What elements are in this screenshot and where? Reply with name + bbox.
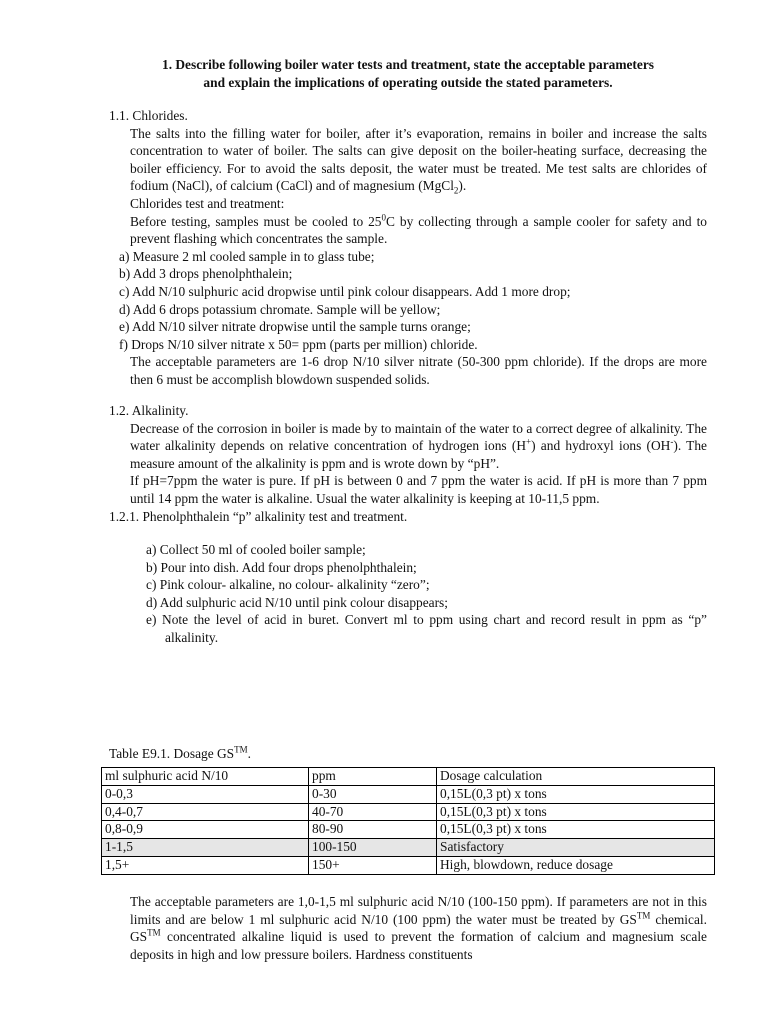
closing-section <box>109 893 707 963</box>
table-cell: 1,5+ <box>102 856 309 874</box>
question-heading <box>109 56 707 91</box>
chlorides-step: c) Add N/10 sulphuric acid dropwise until pink colour disappears. Add 1 more drop; <box>119 283 571 299</box>
alkalinity-text: ) and hydroxyl ions (OH <box>531 438 671 454</box>
table-caption-end: . <box>247 746 251 761</box>
table-cell: 150+ <box>309 856 437 874</box>
phenolphthalein-step: d) Add sulphuric acid N/10 until pink colour disappears; <box>146 594 448 610</box>
phenolphthalein-step: b) Pour into dish. Add four drops phenolphthalein; <box>146 559 417 575</box>
superscript: + <box>526 436 532 447</box>
closing-text: concentrated alkaline liquid is used to prevent the formation of calcium and magnesium scale deposits in high and low pressure boilers. Hardness constituents <box>130 929 707 962</box>
table-header-cell: ml sulphuric acid N/10 <box>102 768 309 786</box>
chlorides-paragraph <box>109 125 707 195</box>
alkalinity-section <box>109 402 707 525</box>
table-cell: 0,8-0,9 <box>102 821 309 839</box>
chlorides-acceptable: The acceptable parameters are 1-6 drop N/10 silver nitrate (50-300 ppm chloride). If the drops are more then 6 must be accomplish blowdown suspended solids. <box>130 354 707 387</box>
table-cell: 100-150 <box>309 839 437 857</box>
phenolphthalein-title: 1.2.1. Phenolphthalein “p” alkalinity test and treatment. <box>109 508 408 524</box>
table-cell: 0,4-0,7 <box>102 803 309 821</box>
chlorides-step: b) Add 3 drops phenolphthalein; <box>119 266 293 282</box>
chlorides-section <box>109 107 707 389</box>
superscript: TM <box>147 927 161 938</box>
chlorides-step: e) Add N/10 silver nitrate dropwise until the sample turns orange; <box>119 319 471 335</box>
dosage-table <box>101 767 715 875</box>
table-row <box>102 785 715 803</box>
superscript: - <box>670 436 674 447</box>
chlorides-before-testing <box>109 213 707 248</box>
table-cell: 0,15L(0,3 pt) x tons <box>437 803 715 821</box>
alkalinity-paragraph-2: If pH=7ppm the water is pure. If pH is between 0 and 7 ppm the water is acid. If pH is more than 7 ppm until 14 ppm the water is alkaline. Usual the water alkalinity is keeping at 10-11,5 ppm. <box>130 473 707 506</box>
phenolphthalein-step: a) Collect 50 ml of cooled boiler sample; <box>146 542 366 557</box>
closing-paragraph <box>109 893 707 963</box>
chlorides-test-title: Chlorides test and treatment: <box>130 195 285 211</box>
table-cell: 80-90 <box>309 821 437 839</box>
table-cell: 0-0,3 <box>102 785 309 803</box>
phenolphthalein-step: e) Note the level of acid in buret. Convert ml to ppm using chart and record result in ppm as “p” alkalinity. <box>146 612 707 645</box>
superscript: TM <box>234 744 248 755</box>
table-cell: High, blowdown, reduce dosage <box>437 856 715 874</box>
chlorides-step: a) Measure 2 ml cooled sample in to glass tube; <box>119 248 375 264</box>
phenolphthalein-steps <box>146 541 707 647</box>
alkalinity-text: Decrease of the corrosion in boiler is made by to maintain of the water to a correct degree of alkalinity. The water alkalinity depends on relative concentration of hydrogen ions (H <box>130 420 707 454</box>
table-caption <box>109 745 251 762</box>
table-cell: 0,15L(0,3 pt) x tons <box>437 821 715 839</box>
table-cell: 0-30 <box>309 785 437 803</box>
subscript: 2 <box>453 186 459 197</box>
chlorides-title: 1.1. Chlorides. <box>109 108 188 123</box>
table-row-highlighted <box>102 839 715 857</box>
alkalinity-text: ). The measure amount of the alkalinity is ppm and is wrote down by “pH”. <box>130 438 707 471</box>
before-testing-text: Before testing, samples must be cooled to 25 <box>130 213 382 229</box>
alkalinity-paragraph-1 <box>109 420 707 473</box>
table-caption-text: Table E9.1. Dosage GS <box>109 746 235 761</box>
before-testing-text-end: C by collecting through a sample cooler for safety and to prevent flashing which concentrates the sample. <box>130 213 707 247</box>
chlorides-paragraph-end: ). <box>458 178 467 194</box>
superscript: TM <box>636 910 651 921</box>
table-header-cell: ppm <box>309 768 437 786</box>
table-cell: Satisfactory <box>437 839 715 857</box>
chlorides-paragraph-text: The salts into the filling water for boiler, after it’s evaporation, remains in boiler and increase the salts concentration to water of boiler. The salts can give deposit on the boiler-heating surface, decreasing the boiler efficiency. For to avoid the salts deposit, the water must be treated. Me test salts are chlorides of fodium (NaCl), of calcium (CaCl) and of magnesium (MgCl <box>130 125 707 194</box>
table-header-cell: Dosage calculation <box>437 768 715 786</box>
table-row <box>102 821 715 839</box>
closing-text: chemical. GS <box>130 911 707 945</box>
table-cell: 1-1,5 <box>102 839 309 857</box>
heading-line-2: and explain the implications of operating outside the stated parameters. <box>203 74 613 90</box>
chlorides-step: d) Add 6 drops potassium chromate. Sample will be yellow; <box>119 301 441 317</box>
table-row <box>102 856 715 874</box>
heading-line-1: 1. Describe following boiler water tests and treatment, state the acceptable parameters <box>162 57 654 72</box>
phenolphthalein-step: c) Pink colour- alkaline, no colour- alkalinity “zero”; <box>146 577 430 593</box>
closing-text: The acceptable parameters are 1,0-1,5 ml sulphuric acid N/10 (100-150 ppm). If parameters are not in this limits and are below 1 ml sulphuric acid N/10 (100 ppm) the water must be treated by GS <box>130 894 707 927</box>
superscript: 0 <box>381 212 386 223</box>
table-cell: 40-70 <box>309 803 437 821</box>
table-row <box>102 803 715 821</box>
table-header-row <box>102 768 715 786</box>
alkalinity-title: 1.2. Alkalinity. <box>109 403 189 418</box>
table-cell: 0,15L(0,3 pt) x tons <box>437 785 715 803</box>
chlorides-step: f) Drops N/10 silver nitrate x 50= ppm (parts per million) chloride. <box>119 336 478 352</box>
